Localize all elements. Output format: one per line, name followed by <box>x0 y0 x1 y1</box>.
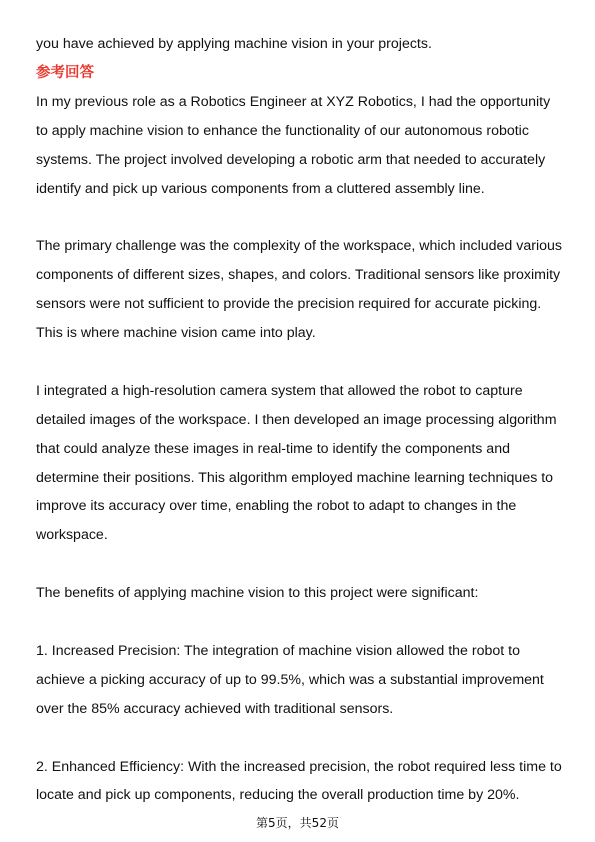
page-indicator: 第5页，共52页 <box>256 816 339 830</box>
paragraph: The primary challenge was the complexity of the workspace, which included various components of different sizes, shapes, and colors. Traditional sensors like proximity sensors were not sufficient to provide the precision required for accurate picking. This is where machine vision came into play. <box>36 238 562 342</box>
page-footer <box>0 814 595 831</box>
paragraph-gap <box>36 724 564 753</box>
paragraph-gap <box>36 608 564 637</box>
paragraph-gap <box>36 203 564 232</box>
paragraph: I integrated a high-resolution camera system that allowed the robot to capture detailed images of the workspace. I then developed an image processing algorithm that could analyze these images in real-time to identify the components and determine their positions. This algorithm employed machine learning techniques to improve its accuracy over time, enabling the robot to adapt to changes in the workspace. <box>36 382 557 544</box>
list-item: 1. Increased Precision: The integration of machine vision allowed the robot to achieve a picking accuracy of up to 99.5%, which was a substantial improvement over the 85% accuracy achieved with traditional sensors. <box>36 642 544 717</box>
intro-line: you have achieved by applying machine vision in your projects. <box>36 36 432 52</box>
paragraph: The benefits of applying machine vision to this project were significant: <box>36 585 479 602</box>
paragraph-gap <box>36 550 564 579</box>
document-body <box>36 30 564 810</box>
paragraph: In my previous role as a Robotics Engineer at XYZ Robotics, I had the opportunity to apply machine vision to enhance the functionality of our autonomous robotic systems. The project involved developing a robotic arm that needed to accurately identify and pick up various components from a cluttered assembly line. <box>36 93 551 197</box>
list-item: 2. Enhanced Efficiency: With the increased precision, the robot required less time to locate and pick up components, reducing the overall production time by 20%. <box>36 758 562 804</box>
section-heading: 参考回答 <box>36 64 94 81</box>
paragraph-gap <box>36 348 564 377</box>
